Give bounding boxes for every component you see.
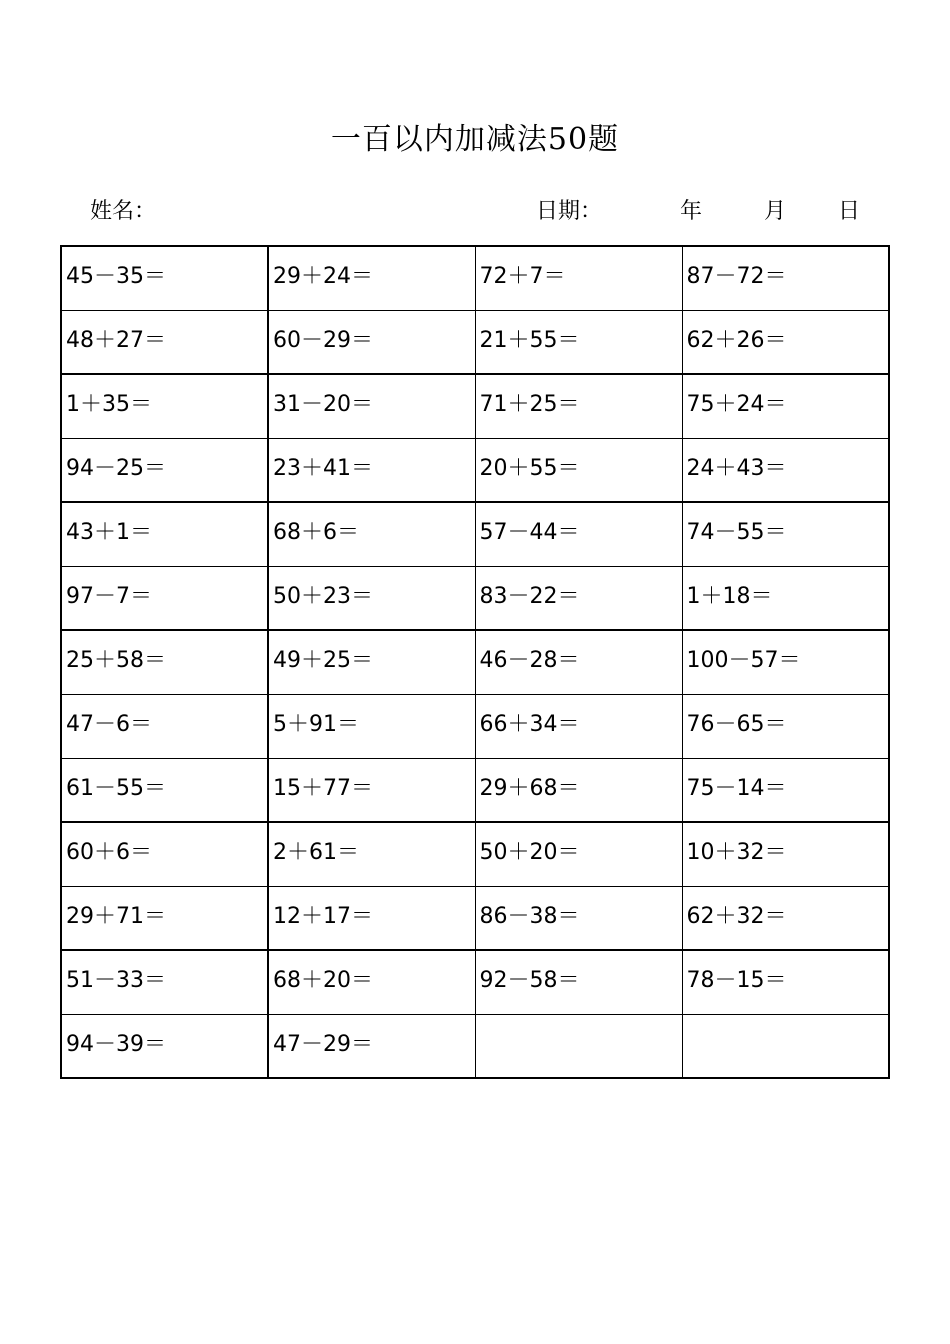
problem-cell: 23＋41＝ <box>268 438 475 502</box>
problem-cell: 1＋18＝ <box>682 566 889 630</box>
problem-cell: 83－22＝ <box>475 566 682 630</box>
problem-cell: 48＋27＝ <box>61 310 268 374</box>
problem-cell: 45－35＝ <box>61 246 268 310</box>
problem-cell: 75－14＝ <box>682 758 889 822</box>
problem-cell: 24＋43＝ <box>682 438 889 502</box>
problem-cell: 62＋32＝ <box>682 886 889 950</box>
table-row <box>61 502 889 566</box>
problem-cell: 47－29＝ <box>268 1014 475 1078</box>
table-row <box>61 1014 889 1078</box>
problem-cell: 49＋25＝ <box>268 630 475 694</box>
problem-cell: 92－58＝ <box>475 950 682 1014</box>
problem-cell: 25＋58＝ <box>61 630 268 694</box>
problem-cell: 62＋26＝ <box>682 310 889 374</box>
problem-cell: 12＋17＝ <box>268 886 475 950</box>
problem-cell: 61－55＝ <box>61 758 268 822</box>
problem-cell: 72＋7＝ <box>475 246 682 310</box>
problem-cell: 57－44＝ <box>475 502 682 566</box>
year-label: 年 <box>680 199 703 224</box>
day-label: 日 <box>838 199 861 224</box>
problem-cell: 66＋34＝ <box>475 694 682 758</box>
problem-cell <box>682 1014 889 1078</box>
problem-cell: 71＋25＝ <box>475 374 682 438</box>
month-label: 月 <box>764 199 787 224</box>
problem-cell: 51－33＝ <box>61 950 268 1014</box>
problem-table <box>60 245 890 1079</box>
problem-cell <box>475 1014 682 1078</box>
problem-cell: 86－38＝ <box>475 886 682 950</box>
problem-cell: 29＋68＝ <box>475 758 682 822</box>
problem-cell: 74－55＝ <box>682 502 889 566</box>
problem-cell: 2＋61＝ <box>268 822 475 886</box>
problem-cell: 60＋6＝ <box>61 822 268 886</box>
problem-cell: 43＋1＝ <box>61 502 268 566</box>
problem-cell: 94－39＝ <box>61 1014 268 1078</box>
problem-cell: 100－57＝ <box>682 630 889 694</box>
table-row <box>61 310 889 374</box>
table-row <box>61 246 889 310</box>
table-row <box>61 886 889 950</box>
table-row <box>61 950 889 1014</box>
table-row <box>61 694 889 758</box>
table-row <box>61 438 889 502</box>
problem-cell: 29＋24＝ <box>268 246 475 310</box>
problem-cell: 68＋6＝ <box>268 502 475 566</box>
table-row <box>61 758 889 822</box>
problem-cell: 87－72＝ <box>682 246 889 310</box>
problem-cell: 31－20＝ <box>268 374 475 438</box>
table-row <box>61 630 889 694</box>
problem-cell: 94－25＝ <box>61 438 268 502</box>
problem-cell: 68＋20＝ <box>268 950 475 1014</box>
name-label: 姓名： <box>90 199 157 224</box>
problem-cell: 47－6＝ <box>61 694 268 758</box>
table-row <box>61 566 889 630</box>
problem-cell: 60－29＝ <box>268 310 475 374</box>
problem-cell: 75＋24＝ <box>682 374 889 438</box>
problem-cell: 15＋77＝ <box>268 758 475 822</box>
date-label: 日期： <box>536 199 603 224</box>
problem-cell: 5＋91＝ <box>268 694 475 758</box>
problem-cell: 10＋32＝ <box>682 822 889 886</box>
problem-cell: 78－15＝ <box>682 950 889 1014</box>
problem-cell: 20＋55＝ <box>475 438 682 502</box>
page-title: 一百以内加减法50题 <box>330 122 620 157</box>
problem-cell: 97－7＝ <box>61 566 268 630</box>
problem-cell: 21＋55＝ <box>475 310 682 374</box>
problem-cell: 1＋35＝ <box>61 374 268 438</box>
problem-cell: 50＋23＝ <box>268 566 475 630</box>
problem-cell: 29＋71＝ <box>61 886 268 950</box>
problem-cell: 50＋20＝ <box>475 822 682 886</box>
problem-cell: 46－28＝ <box>475 630 682 694</box>
problem-cell: 76－65＝ <box>682 694 889 758</box>
table-row <box>61 374 889 438</box>
table-row <box>61 822 889 886</box>
